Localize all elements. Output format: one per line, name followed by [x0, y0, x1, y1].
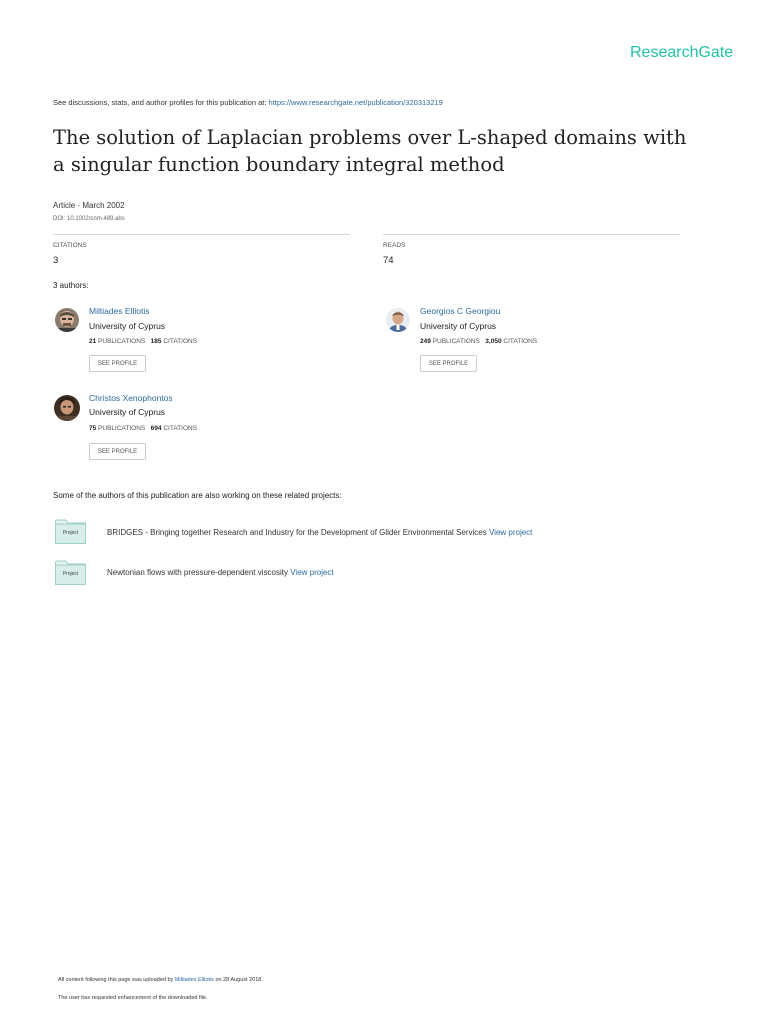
reads-divider — [383, 234, 680, 235]
citations-label: CITATIONS — [163, 338, 198, 345]
reads-value: 74 — [383, 255, 394, 266]
publication-url-link[interactable]: https://www.researchgate.net/publication/320313219 — [268, 98, 443, 107]
researchgate-logo[interactable]: ResearchGate — [630, 44, 734, 61]
publications-label: PUBLICATIONS — [432, 338, 480, 345]
see-profile-button[interactable]: SEE PROFILE — [420, 355, 477, 372]
author-institution: University of Cyprus — [420, 321, 497, 331]
discussion-line — [53, 98, 443, 107]
citations-label: CITATIONS — [53, 242, 87, 249]
upload-notice — [58, 977, 263, 983]
author-name-link[interactable]: Christos Xenophontos — [89, 393, 173, 403]
reads-label: READS — [383, 242, 406, 249]
authors-count-label: 3 authors: — [53, 281, 89, 290]
author-avatar[interactable] — [386, 308, 410, 332]
publications-label: PUBLICATIONS — [98, 338, 146, 345]
publications-count: 75 — [89, 425, 97, 432]
avatar-photo-icon — [54, 395, 80, 421]
publications-label: PUBLICATIONS — [98, 425, 146, 432]
publication-title: The solution of Laplacian problems over L-shaped domains with a singular function boundary integral method — [53, 126, 687, 176]
project-title: BRIDGES - Bringing together Research and Industry for the Development of Glider Environmental Services — [107, 528, 487, 537]
project-title: Newtonian flows with pressure-dependent viscosity — [107, 568, 288, 577]
author-name-link[interactable]: Miltiades Elliotis — [89, 306, 150, 316]
upload-suffix: on 28 August 2018. — [215, 977, 263, 983]
see-profile-button[interactable]: SEE PROFILE — [89, 443, 146, 460]
author-stats — [89, 338, 197, 345]
author-institution: University of Cyprus — [89, 321, 166, 331]
citations-count: 3,050 — [485, 338, 502, 345]
author-institution: University of Cyprus — [89, 407, 166, 417]
author-avatar[interactable] — [55, 308, 79, 332]
author-name-link[interactable]: Georgios C Georgiou — [420, 306, 501, 316]
citations-divider — [53, 234, 350, 235]
citations-count: 694 — [150, 425, 162, 432]
citations-count: 185 — [150, 338, 162, 345]
author-stats — [89, 425, 197, 432]
publications-count: 21 — [89, 338, 97, 345]
upload-prefix: All content following this page was uploaded by — [58, 977, 174, 983]
article-type-date: Article · March 2002 — [53, 201, 125, 210]
project-folder-icon[interactable] — [55, 518, 86, 544]
citations-label: CITATIONS — [163, 425, 198, 432]
project-icon-label: Project — [62, 530, 79, 536]
author-stats — [420, 338, 537, 345]
avatar-photo-icon — [55, 308, 79, 332]
discussion-prefix: See discussions, stats, and author profiles for this publication at: — [53, 98, 267, 107]
project-item — [107, 528, 532, 537]
project-folder-icon[interactable] — [55, 559, 86, 585]
doi-text: DOI: 10.1002/cnm.489.abs — [53, 216, 125, 222]
publications-count: 249 — [420, 338, 431, 345]
project-icon-label: Project — [62, 571, 79, 577]
related-projects-label: Some of the authors of this publication are also working on these related projects: — [53, 491, 342, 500]
citations-value: 3 — [53, 255, 59, 266]
author-avatar[interactable] — [54, 395, 80, 421]
see-profile-button[interactable]: SEE PROFILE — [89, 355, 146, 372]
project-item — [107, 568, 334, 577]
enhancement-note: The user has requested enhancement of the downloaded file. — [58, 995, 208, 1001]
view-project-link[interactable]: View project — [290, 568, 334, 577]
uploader-link[interactable]: Miltiades Elliotis — [174, 977, 214, 983]
citations-label: CITATIONS — [503, 338, 538, 345]
avatar-photo-icon — [386, 308, 410, 332]
view-project-link[interactable]: View project — [488, 528, 533, 537]
